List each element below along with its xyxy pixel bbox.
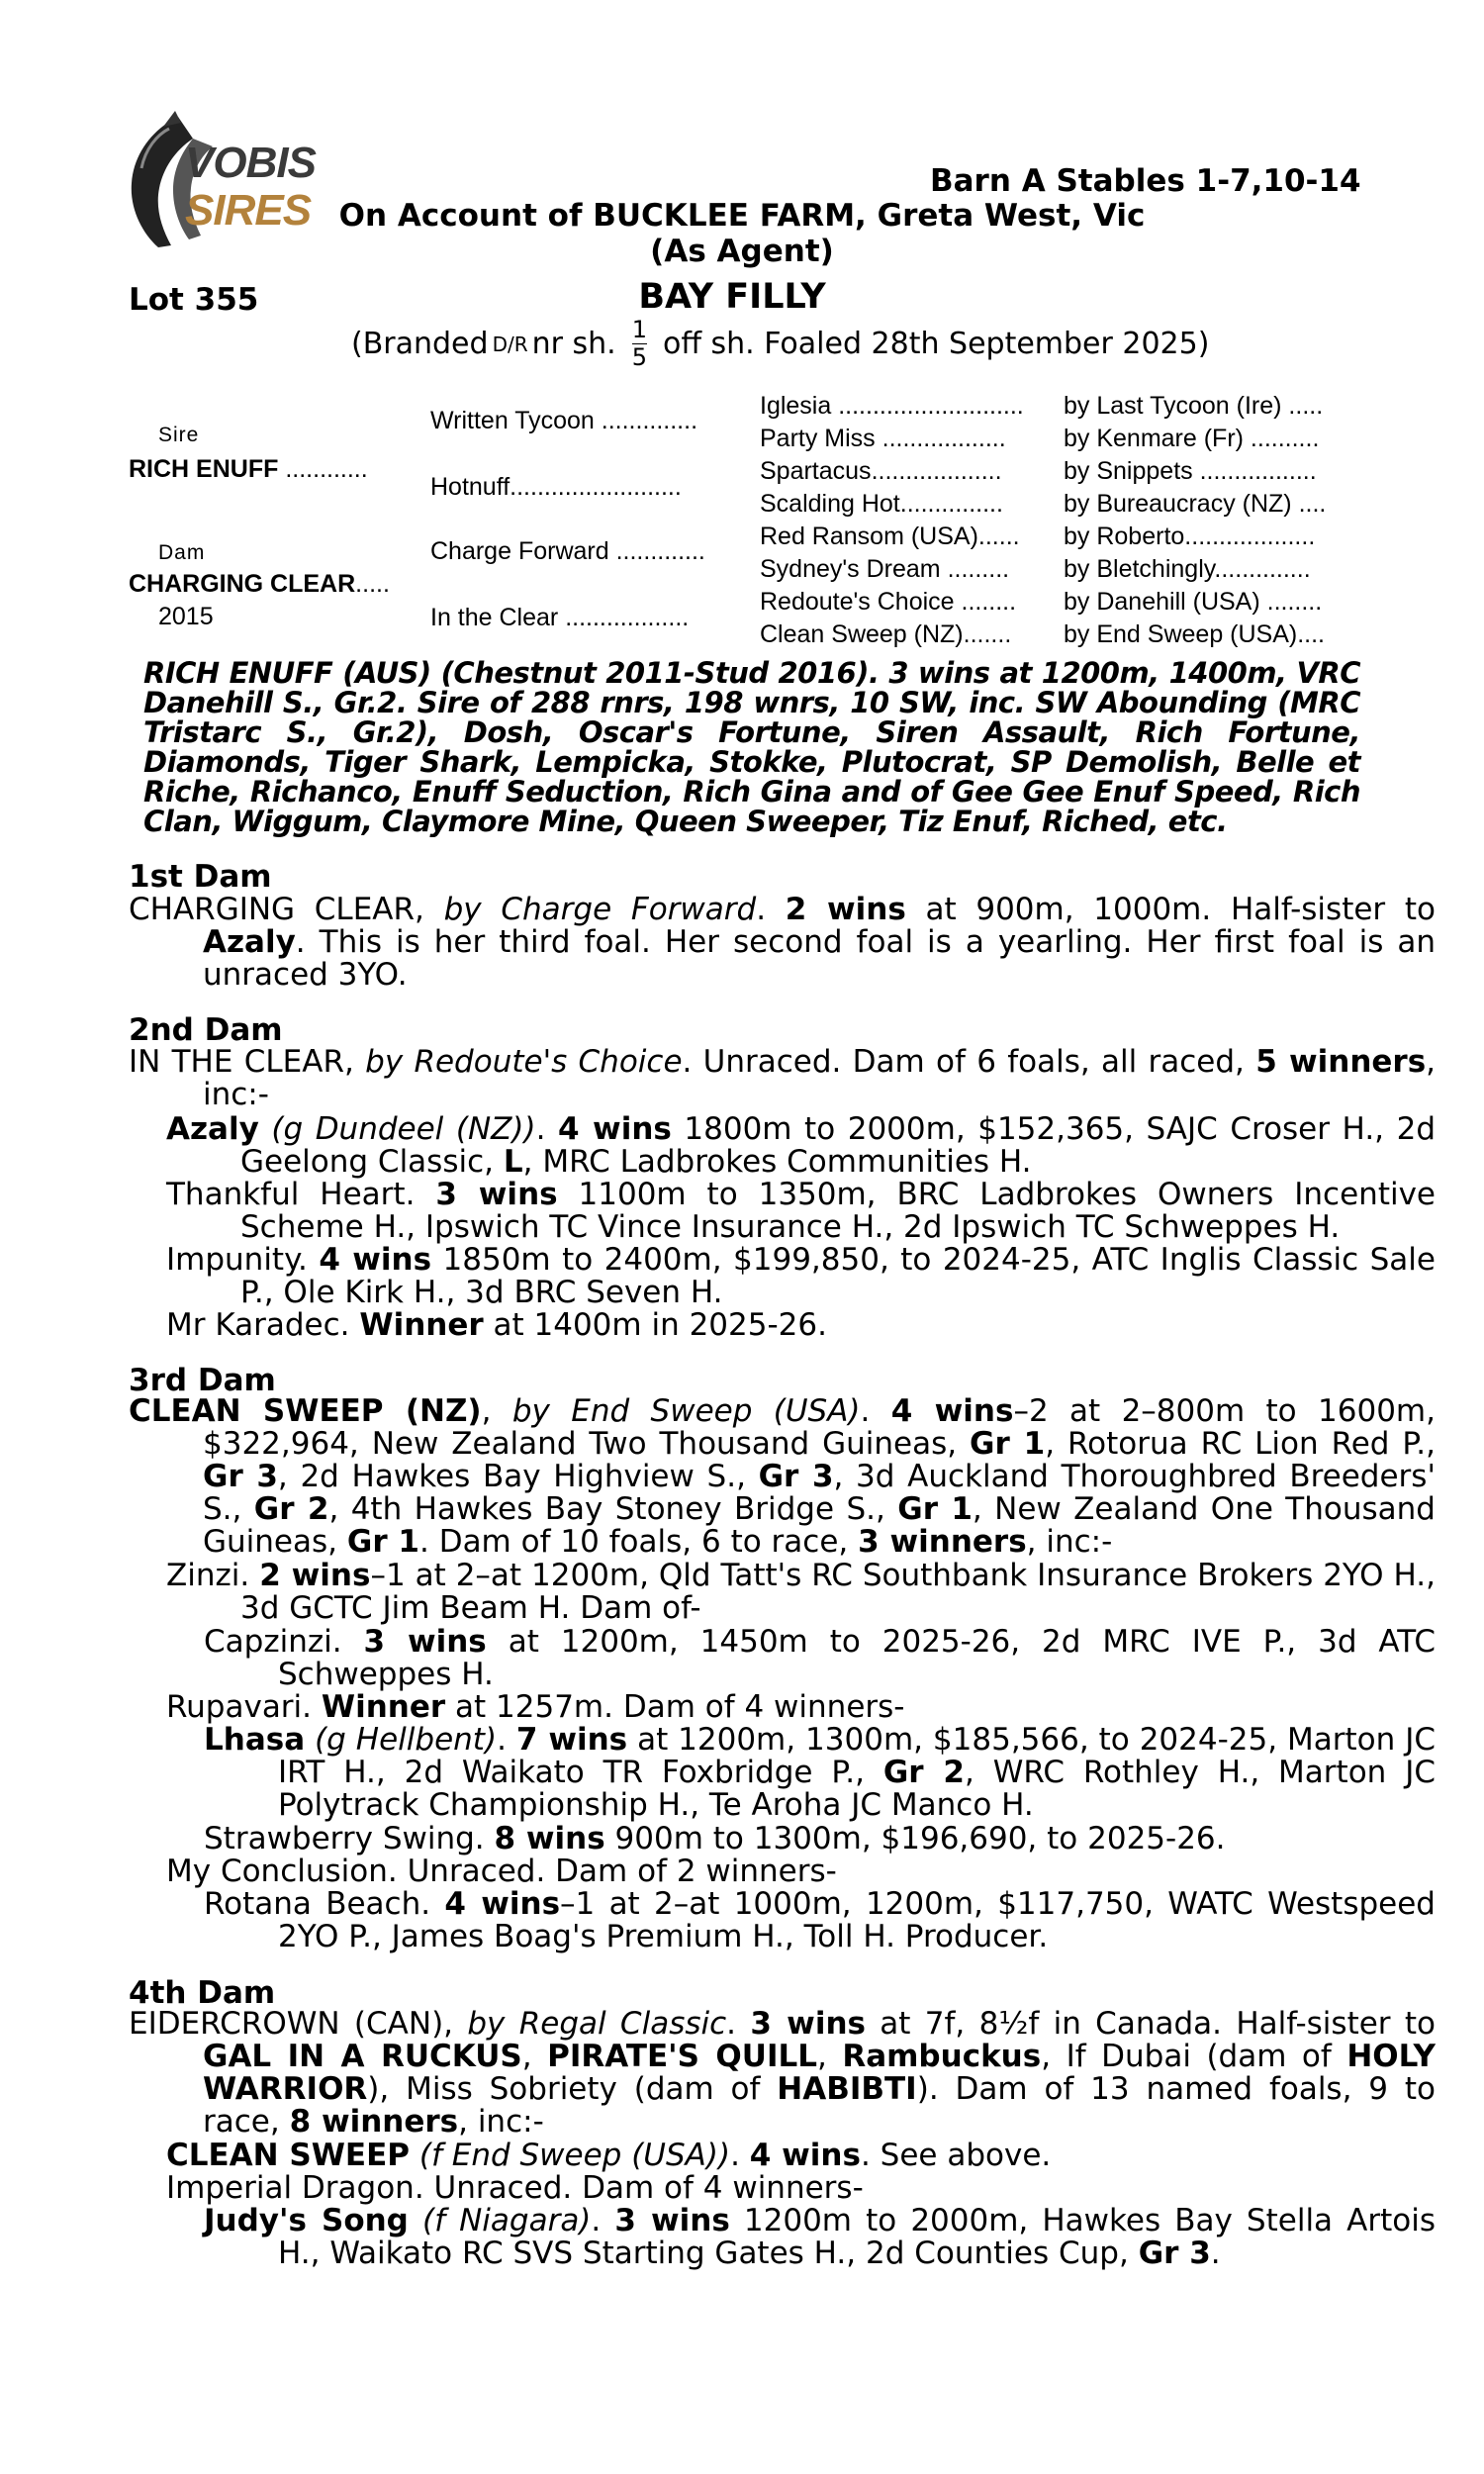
gen3-name: Clean Sweep (NZ) (760, 620, 964, 648)
text: , MRC Ladbrokes Communities H. (522, 1144, 1032, 1180)
gen2-in-the-clear: In the Clear (430, 604, 559, 631)
text: Unraced. Dam of 4 winners- (423, 2170, 864, 2206)
wins: 3 wins (614, 2203, 730, 2238)
gen2-row: In the Clear .................. (430, 604, 690, 631)
gen4-row: by Last Tycoon (Ire) ..... (1064, 392, 1324, 420)
race-grade: Gr 3 (758, 1459, 834, 1494)
text: at 1257m. Dam of 4 winners- (445, 1689, 905, 1725)
text: ). Dam of 13 named foals, 9 to race, (203, 2071, 1436, 2140)
text: , New Zealand One Thousand Guineas, (203, 1491, 1436, 1560)
text: , Rotorua RC Lion Red P., (1045, 1426, 1436, 1462)
winners-count: 5 winners (1255, 1044, 1427, 1080)
text: at 900m, 1000m. Half-sister to (905, 892, 1436, 927)
sibling-name: Azaly (203, 924, 296, 960)
gen2-hotnuff: Hotnuff (430, 473, 510, 501)
gen4-sire: by Roberto (1064, 523, 1185, 550)
wins: 2 wins (785, 892, 906, 927)
gen3-name: Party Miss (760, 425, 876, 452)
sibling-name: HOLY WARRIOR (203, 2039, 1436, 2107)
gen2-written-tycoon: Written Tycoon (430, 407, 595, 434)
fraction-numerator: 1 (631, 316, 647, 343)
wins: 2 wins (259, 1558, 371, 1593)
sibling-name: Rambuckus (842, 2039, 1042, 2074)
horse-name: Lhasa (204, 1722, 306, 1758)
text: , inc:- (1026, 1524, 1113, 1560)
dam-sire: by Charge Forward (443, 892, 757, 927)
race-grade: Gr 1 (970, 1426, 1046, 1462)
horse-name: Azaly (166, 1111, 259, 1147)
wins: 8 wins (494, 1821, 605, 1856)
horse-name: Rotana Beach. (204, 1886, 431, 1922)
dam-name: CLEAN SWEEP (NZ) (129, 1393, 482, 1429)
text: –1 at 2–at 1200m, Qld Tatt's RC Southbank Insurance Brokers 2YO H., 3d GCTC Jim Beam H. Dam of- (240, 1558, 1436, 1626)
text: at 1200m, 1300m, $185,566, to 2024-25, Marton JC IRT H., 2d Waikato TR Foxbridge P., (278, 1722, 1437, 1790)
race-grade: Gr 1 (897, 1491, 973, 1527)
gen3-name: Sydney's Dream (760, 555, 941, 583)
progeny-entry-imperial-dragon (166, 2172, 1436, 2205)
gen3-row: Redoute's Choice ........ (760, 588, 1017, 616)
gen3-name: Scalding Hot (760, 490, 900, 518)
sibling-name: HABIBTI (777, 2071, 917, 2107)
gen4-row: by Bureaucracy (NZ) .... (1064, 490, 1327, 518)
text: . Dam of 10 foals, 6 to race, (418, 1524, 849, 1560)
dam-year: 2015 (158, 603, 214, 630)
sire-summary: RICH ENUFF (AUS) (Chestnut 2011-Stud 2016). 3 wins at 1200m, 1400m, VRC Danehill S., Gr.2. Sire of 288 rnrs, 198 wnrs, 10 SW, inc. SW Abounding (MRC Tristarc S., Gr.2), Dosh, Oscar's Fortune, Siren Assault, Rich Fortune, Diamonds, Tiger Shark, Lempicka, Stokke, Plutocrat, SP Demolish, Belle et Riche, Richanco, Enuff Seduction, Rich Gina and of Gee Gee Enuf Speed, Rich Clan, Wiggum, Claymore Mine, Queen Sweeper, Tiz Enuf, Riched, etc. (143, 656, 1360, 838)
text: , 2d Hawkes Bay Highview S., (277, 1459, 746, 1494)
agent-note: (As Agent) (650, 234, 834, 269)
gen4-row: by Snippets ................. (1064, 457, 1317, 485)
text: 1800m to 2000m, $152,365, SAJC Croser H., 2d Geelong Classic, (240, 1111, 1436, 1180)
brand-mid: nr sh. (531, 327, 616, 361)
progeny-entry-impunity (166, 1244, 1436, 1309)
gen4-row: by Bletchingly.............. (1064, 555, 1311, 583)
gen4-sire: by End Sweep (USA) (1064, 620, 1298, 648)
gen2-charge-forward: Charge Forward (430, 537, 609, 565)
progeny-entry-thankful-heart (166, 1179, 1436, 1244)
text: , If Dubai (dam of (1041, 2039, 1332, 2074)
lot-title: BAY FILLY (638, 277, 826, 317)
barn-location: Barn A Stables 1-7,10-14 (930, 163, 1361, 199)
gen3-name: Redoute's Choice (760, 588, 955, 616)
horse-sire: (f End Sweep (USA)) (418, 2138, 731, 2173)
text: . (730, 2138, 740, 2173)
brand-suffix: off sh. Foaled 28th September 2025) (662, 327, 1210, 361)
third-dam-paragraph: CLEAN SWEEP (NZ), by End Sweep (USA). 4 wins–2 at 2–800m to 1600m, $322,964, New Zealand Two Thousand Guineas, Gr 1, Rotorua RC Lion Red P., Gr 3, 2d Hawkes Bay Highview S., Gr 3, 3d Auckland Thoroughbred Breeders' S., Gr 2, 4th Hawkes Bay Stoney Bridge S., Gr 1, New Zealand One Thousand Guineas, Gr 1. Dam of 10 foals, 6 to race, 3 winners, inc:- (129, 1393, 1436, 1560)
text: . (756, 892, 767, 927)
brand-mark: D/R (492, 332, 528, 356)
dam-name: EIDERCROWN (CAN), (129, 2006, 454, 2042)
gen4-sire: by Bureaucracy (NZ) (1064, 490, 1292, 518)
gen4-row: by Danehill (USA) ........ (1064, 588, 1323, 616)
progeny-entry-rotana-beach (204, 1888, 1436, 1953)
race-grade: Gr 2 (253, 1491, 329, 1527)
gen4-row: by Kenmare (Fr) .......... (1064, 425, 1320, 452)
text: Unraced. Dam of 2 winners- (397, 1854, 837, 1889)
wins: Winner (359, 1307, 484, 1343)
wins: 3 wins (750, 2006, 866, 2042)
logo-text-vobis: VOBIS (185, 139, 316, 187)
sibling-name: GAL IN A RUCKUS (203, 2039, 522, 2074)
fourth-dam-paragraph: EIDERCROWN (CAN), by Regal Classic. 3 wins at 7f, 8½f in Canada. Half-sister to GAL IN A RUCKUS, PIRATE'S QUILL, Rambuckus, If Dubai (dam of HOLY WARRIOR), Miss Sobriety (dam of HABIBTI). Dam of 13 named foals, 9 to race, 8 winners, inc:- (129, 2006, 1436, 2140)
wins: Winner (321, 1689, 446, 1725)
race-grade: Gr 3 (1138, 2236, 1211, 2271)
text: 1100m to 1350m, BRC Ladbrokes Owners Incentive Scheme H., Ipswich TC Vince Insurance H., 2d Ipswich TC Schweppes H. (240, 1177, 1437, 1245)
third-dam-heading: 3rd Dam (129, 1363, 276, 1398)
text: at 7f, 8½f in Canada. Half-sister to (865, 2006, 1436, 2042)
dam-name: IN THE CLEAR, (129, 1044, 354, 1080)
text: . (1210, 2236, 1221, 2271)
text: . (726, 2006, 737, 2042)
text: , 3d Auckland Thoroughbred Breeders' S., (203, 1459, 1436, 1527)
brand-details (351, 317, 1209, 371)
progeny-entry-mr-karadec (166, 1309, 1436, 1342)
gen2-row: Hotnuff......................... (430, 473, 682, 501)
progeny-entry-strawberry-swing (204, 1823, 1436, 1856)
horse-sire: (g Hellbent) (315, 1722, 498, 1758)
dam-label: Dam (158, 541, 206, 564)
wins: 4 wins (557, 1111, 672, 1147)
gen3-row: Clean Sweep (NZ)....... (760, 620, 1012, 648)
gen4-sire: by Snippets (1064, 457, 1193, 485)
horse-name: My Conclusion. (166, 1854, 398, 1889)
wins: 4 wins (890, 1393, 1014, 1429)
brand-fraction (632, 317, 647, 371)
first-dam-paragraph (129, 894, 1436, 992)
dam-sire: by End Sweep (USA) (511, 1393, 861, 1429)
text: –1 at 2–at 1000m, 1200m, $117,750, WATC Westspeed 2YO P., James Boag's Premium H., Toll H. Producer. (278, 1886, 1436, 1954)
sire-label: Sire (158, 424, 200, 446)
logo-text-sires: SIRES (185, 186, 312, 235)
gen3-row: Iglesia ........................... (760, 392, 1024, 420)
progeny-entry-lhasa (204, 1724, 1436, 1822)
text: , inc:- (203, 1044, 1437, 1112)
text: . (535, 1111, 546, 1147)
gen2-row: Charge Forward ............. (430, 537, 705, 565)
race-grade: Gr 1 (346, 1524, 419, 1560)
horse-name: Strawberry Swing. (204, 1821, 485, 1856)
wins: 3 wins (363, 1624, 487, 1660)
text: , inc:- (458, 2104, 544, 2140)
text: ), Miss Sobriety (dam of (367, 2071, 761, 2107)
horse-name: Imperial Dragon. (166, 2170, 424, 2206)
wins: 3 wins (435, 1177, 558, 1212)
gen3-name: Spartacus (760, 457, 872, 485)
dam-row: CHARGING CLEAR..... (129, 570, 390, 598)
horse-name: Thankful Heart. (166, 1177, 416, 1212)
horse-name: Impunity. (166, 1242, 308, 1278)
gen3-name: Red Ransom (USA) (760, 523, 978, 550)
wins: 7 wins (515, 1722, 628, 1758)
horse-sire: (f Niagara) (421, 2203, 592, 2238)
gen4-sire: by Kenmare (Fr) (1064, 425, 1244, 452)
race-grade: Gr 2 (882, 1755, 965, 1790)
vobis-sires-logo (124, 109, 322, 252)
gen3-row: Spartacus................... (760, 457, 1002, 485)
gen3-row: Party Miss .................. (760, 425, 1006, 452)
text: 1850m to 2400m, $199,850, to 2024-25, ATC Inglis Classic Sale P., Ole Kirk H., 3d BRC Seven H. (240, 1242, 1436, 1310)
text: at 1400m in 2025-26. (483, 1307, 827, 1343)
progeny-entry-rupavari (166, 1691, 1436, 1724)
race-grade: Gr 3 (203, 1459, 278, 1494)
horse-name: Mr Karadec. (166, 1307, 350, 1343)
text: . (497, 1722, 507, 1758)
gen3-row: Scalding Hot............... (760, 490, 1003, 518)
progeny-entry-azaly (166, 1113, 1436, 1179)
gen3-row: Sydney's Dream ......... (760, 555, 1010, 583)
sibling-name: PIRATE'S QUILL (547, 2039, 817, 2074)
horse-name: Rupavari. (166, 1689, 313, 1725)
vendor-account: On Account of BUCKLEE FARM, Greta West, Vic (338, 198, 1146, 234)
horse-sire: (g Dundeel (NZ)) (271, 1111, 536, 1147)
race-grade: L (503, 1144, 523, 1180)
horse-name: Judy's Song (204, 2203, 409, 2238)
wins: 4 wins (444, 1886, 561, 1922)
gen4-sire: by Danehill (USA) (1064, 588, 1260, 616)
lot-number: Lot 355 (129, 282, 259, 318)
fourth-dam-heading: 4th Dam (129, 1975, 276, 2011)
text: . (591, 2203, 602, 2238)
first-dam-heading: 1st Dam (129, 859, 272, 895)
second-dam-heading: 2nd Dam (129, 1012, 283, 1048)
winners-count: 3 winners (858, 1524, 1027, 1560)
text: at 1200m, 1450m to 2025-26, 2d MRC IVE P., 3d ATC Schweppes H. (278, 1624, 1436, 1692)
sire-name: RICH ENUFF (129, 455, 279, 483)
sire-row: RICH ENUFF ............ (129, 455, 368, 483)
horse-name: Capzinzi. (204, 1624, 342, 1660)
text: , 4th Hawkes Bay Stoney Bridge S., (328, 1491, 885, 1527)
dam-name: CHARGING CLEAR (129, 570, 356, 598)
gen4-sire: by Bletchingly (1064, 555, 1215, 583)
gen3-name: Iglesia (760, 392, 832, 420)
progeny-entry-zinzi (166, 1560, 1436, 1625)
progeny-entry-clean-sweep (166, 2140, 1436, 2172)
horse-name: CLEAN SWEEP (166, 2138, 411, 2173)
winners-count: 8 winners (289, 2104, 459, 2140)
gen3-row: Red Ransom (USA)...... (760, 523, 1020, 550)
gen4-row: by Roberto................... (1064, 523, 1316, 550)
gen4-sire: by Last Tycoon (Ire) (1064, 392, 1282, 420)
dam-name: CHARGING CLEAR, (129, 892, 424, 927)
wins: 4 wins (319, 1242, 432, 1278)
text: . Unraced. Dam of 6 foals, all raced, (682, 1044, 1245, 1080)
wins: 4 wins (749, 2138, 861, 2173)
second-dam-paragraph (129, 1046, 1436, 1111)
fraction-denominator: 5 (631, 343, 647, 371)
gen2-row: Written Tycoon .............. (430, 407, 698, 434)
gen4-row: by End Sweep (USA).... (1064, 620, 1326, 648)
dam-sire: by Regal Classic (467, 2006, 727, 2042)
text: 900m to 1300m, $196,690, to 2025-26. (604, 1821, 1226, 1856)
dam-sire: by Redoute's Choice (365, 1044, 683, 1080)
text: 1200m to 2000m, Hawkes Bay Stella Artois H., Waikato RC SVS Starting Gates H., 2d Counties Cup, (278, 2203, 1436, 2271)
progeny-entry-my-conclusion (166, 1856, 1436, 1888)
horse-name: Zinzi. (166, 1558, 250, 1593)
brand-prefix: (Branded (351, 327, 489, 361)
text: . See above. (860, 2138, 1052, 2173)
text: . This is her third foal. Her second foal is a yearling. Her first foal is an unraced 3YO. (203, 924, 1436, 993)
text: –2 at 2–800m to 1600m, $322,964, New Zealand Two Thousand Guineas, (203, 1393, 1436, 1462)
text: , WRC Rothley H., Marton JC Polytrack Championship H., Te Aroha JC Manco H. (278, 1755, 1436, 1823)
progeny-entry-judys-song (204, 2205, 1436, 2270)
progeny-entry-capzinzi (204, 1626, 1436, 1691)
